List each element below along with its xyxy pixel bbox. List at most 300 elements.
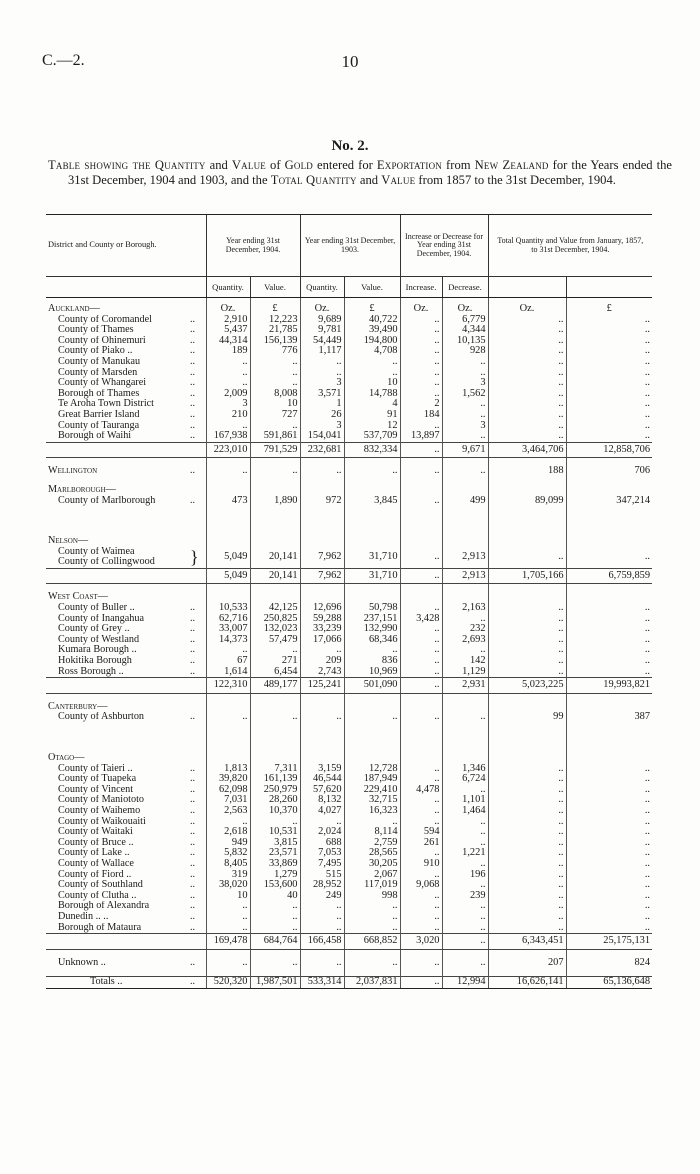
cell-tv: 19,993,821 (566, 678, 652, 694)
cell-tq: .. (488, 410, 566, 421)
cell-tv: .. (566, 357, 652, 368)
cell-v03: 8,114 (344, 827, 400, 838)
cell-v04: 776 (250, 346, 300, 357)
row-label: County of Ohinemuri (58, 335, 146, 346)
leader-dots: .. (190, 624, 195, 635)
cell-inc (400, 968, 442, 977)
cell-v04: 20,141 (250, 568, 300, 584)
table-row (46, 431, 652, 442)
row-label: Hokitika Borough (58, 656, 132, 667)
unit-oz: Oz. (400, 298, 442, 315)
row-label: County of Westland (58, 634, 140, 645)
cell-v03: 12,728 (344, 764, 400, 775)
cell-v04: .. (250, 712, 300, 723)
cell-v03: 40,722 (344, 315, 400, 326)
cell-v04: 3,815 (250, 838, 300, 849)
row-label: Borough of Alexandra (58, 901, 150, 912)
cell-v03: 998 (344, 891, 400, 902)
cell-tv: .. (566, 838, 652, 849)
cell-q04: 39,820 (206, 774, 250, 785)
cell-q03: .. (300, 368, 344, 379)
cell-tq: 16,626,141 (488, 977, 566, 989)
cell-q03: 972 (300, 496, 344, 507)
leader-dots: .. (190, 784, 195, 795)
cell-inc (400, 723, 442, 753)
cell-tq: .. (488, 378, 566, 389)
cell-dec: 1,562 (442, 389, 488, 400)
cell-v03 (344, 506, 400, 536)
cell-q04: .. (206, 357, 250, 368)
cell-q03: 2,743 (300, 667, 344, 678)
leader-dots (188, 949, 206, 958)
cell-q03: 533,314 (300, 977, 344, 989)
cell-v03: 501,090 (344, 678, 400, 694)
cell-q04: 122,310 (206, 678, 250, 694)
cell-tq: .. (488, 399, 566, 410)
leader-dots: .. (190, 367, 195, 378)
cell-v04: 10 (250, 399, 300, 410)
cell-q04: 10 (206, 891, 250, 902)
cell-dec: 4,344 (442, 325, 488, 336)
cell-inc: .. (400, 421, 442, 432)
cell-tv (566, 477, 652, 485)
leader-dots: .. (190, 346, 195, 357)
cell-tq (488, 536, 566, 547)
cell-tq: .. (488, 336, 566, 347)
cell-q04: 3 (206, 399, 250, 410)
cell-tq (488, 753, 566, 764)
cell-q04 (206, 949, 250, 958)
cell-tv: 25,175,131 (566, 934, 652, 950)
table-row (46, 378, 652, 389)
cell-tv: 706 (566, 466, 652, 477)
cell-dec (442, 477, 488, 485)
subtotal-row (46, 568, 652, 584)
cell-v04 (250, 753, 300, 764)
table-row (46, 635, 652, 646)
cell-v03 (344, 702, 400, 713)
leader-dots (188, 584, 206, 593)
cell-q03: 688 (300, 838, 344, 849)
cell-dec: 2,693 (442, 635, 488, 646)
row-label: Dunedin .. .. (58, 911, 109, 922)
cell-inc: .. (400, 315, 442, 326)
row-label: County of Grey .. (58, 624, 130, 635)
cell-inc: 3,428 (400, 614, 442, 625)
cell-q04: 62,716 (206, 614, 250, 625)
cell-tv: .. (566, 891, 652, 902)
table-row (46, 536, 652, 547)
col-value-1903: Value. (344, 277, 400, 298)
cell-v04: 153,600 (250, 880, 300, 891)
cell-inc: .. (400, 496, 442, 507)
table-row (46, 827, 652, 838)
table-number: No. 2. (331, 138, 369, 154)
cell-tq (488, 693, 566, 702)
cell-tv: 824 (566, 958, 652, 969)
row-label: County of Inangahua (58, 613, 145, 624)
cell-tv: .. (566, 368, 652, 379)
cell-dec (442, 693, 488, 702)
table-row (46, 421, 652, 432)
cell-v03: .. (344, 357, 400, 368)
table-row (46, 466, 652, 477)
cell-inc (400, 584, 442, 593)
cell-tq (488, 506, 566, 536)
table-row (46, 764, 652, 775)
cell-inc: .. (400, 442, 442, 458)
leader-dots: .. (190, 378, 195, 389)
cell-inc: .. (400, 977, 442, 989)
cell-dec (442, 949, 488, 958)
cell-v04 (250, 458, 300, 467)
table-row (46, 346, 652, 357)
cell-tv: .. (566, 795, 652, 806)
cell-dec: 10,135 (442, 336, 488, 347)
row-label: Kumara Borough .. (58, 645, 137, 656)
cell-dec: .. (442, 368, 488, 379)
cell-q03: 9,689 (300, 315, 344, 326)
table-row (46, 667, 652, 678)
table-row (46, 325, 652, 336)
cell-q04: 44,314 (206, 336, 250, 347)
cell-q04: 210 (206, 410, 250, 421)
leader-dots: .. (190, 922, 195, 933)
cell-q04 (206, 584, 250, 593)
cell-v04: 42,125 (250, 603, 300, 614)
cell-q04: 949 (206, 838, 250, 849)
cell-dec: 499 (442, 496, 488, 507)
cell-tq: .. (488, 785, 566, 796)
leader-dots (188, 477, 206, 485)
cell-v03 (344, 753, 400, 764)
cell-q03: 54,449 (300, 336, 344, 347)
cell-inc: .. (400, 774, 442, 785)
cell-q04 (206, 458, 250, 467)
cell-tq (488, 458, 566, 467)
cell-q04: 5,049 (206, 568, 250, 584)
cell-v04: .. (250, 645, 300, 656)
cell-q03: 166,458 (300, 934, 344, 950)
cell-v03: .. (344, 923, 400, 934)
cell-q04: 223,010 (206, 442, 250, 458)
leader-dots: .. (190, 603, 195, 614)
cell-v03: 237,151 (344, 614, 400, 625)
row-label: County of Piako .. (58, 346, 133, 357)
cell-tq: .. (488, 635, 566, 646)
cell-tv (566, 753, 652, 764)
row-label (46, 949, 188, 958)
table-row (46, 712, 652, 723)
cell-v04: 250,979 (250, 785, 300, 796)
cell-q04: .. (206, 923, 250, 934)
cell-v04: 33,869 (250, 859, 300, 870)
cell-v04: .. (250, 901, 300, 912)
unit-pound: £ (344, 298, 400, 315)
cell-v04: .. (250, 817, 300, 828)
leader-dots: .. (190, 466, 195, 477)
leader-dots: .. (190, 314, 195, 325)
unit-oz: Oz. (206, 298, 250, 315)
cell-q04: 33,007 (206, 624, 250, 635)
cell-q03: 125,241 (300, 678, 344, 694)
leader-dots (188, 678, 206, 694)
cell-tq (488, 949, 566, 958)
cell-tv: .. (566, 764, 652, 775)
cell-tv (566, 506, 652, 536)
cell-inc: .. (400, 336, 442, 347)
spacer-row (46, 968, 652, 977)
cell-inc: .. (400, 912, 442, 923)
cell-inc: .. (400, 346, 442, 357)
leader-dots: .. (190, 890, 195, 901)
cell-tq (488, 702, 566, 713)
cell-v03: 4,708 (344, 346, 400, 357)
leader-dots (188, 693, 206, 702)
cell-tq: 3,464,706 (488, 442, 566, 458)
cell-v04: .. (250, 958, 300, 969)
cell-v03: 16,323 (344, 806, 400, 817)
table-row (46, 795, 652, 806)
row-label: County of Tuapeka (58, 774, 137, 785)
cell-dec (442, 458, 488, 467)
cell-dec: 6,779 (442, 315, 488, 326)
cell-dec: 1,464 (442, 806, 488, 817)
cell-q04: 8,405 (206, 859, 250, 870)
table-row (46, 624, 652, 635)
cell-inc: .. (400, 656, 442, 667)
cell-q04: 520,320 (206, 977, 250, 989)
leader-dots (188, 485, 206, 496)
cell-dec (442, 753, 488, 764)
table-row (46, 912, 652, 923)
row-label (46, 477, 188, 485)
cell-inc (400, 477, 442, 485)
cell-q04: 2,618 (206, 827, 250, 838)
leader-dots: .. (190, 634, 195, 645)
row-label: Great Barrier Island (58, 409, 140, 420)
row-label: County of Vincent (58, 784, 134, 795)
leader-dots: .. (190, 712, 195, 723)
cell-tq: .. (488, 667, 566, 678)
cell-tv (566, 968, 652, 977)
cell-v04 (250, 723, 300, 753)
cell-dec (442, 485, 488, 496)
row-label: County of Fiord .. (58, 869, 132, 880)
cell-v04 (250, 949, 300, 958)
row-label (46, 458, 188, 467)
cell-tq: 188 (488, 466, 566, 477)
cell-tv: .. (566, 378, 652, 389)
cell-v03: 68,346 (344, 635, 400, 646)
table-row (46, 603, 652, 614)
cell-v04: 23,571 (250, 848, 300, 859)
spacer-row (46, 506, 652, 536)
cell-v03: 10,969 (344, 667, 400, 678)
cell-q04: 67 (206, 656, 250, 667)
cell-dec: 2,931 (442, 678, 488, 694)
cell-q03: 7,962 (300, 568, 344, 584)
cell-dec: .. (442, 645, 488, 656)
cell-dec (442, 584, 488, 593)
cell-v04: .. (250, 368, 300, 379)
cell-tq: .. (488, 368, 566, 379)
col-district: District and County or Borough. (46, 215, 206, 277)
cell-dec: 12,994 (442, 977, 488, 989)
cell-q03 (300, 458, 344, 467)
col-quantity-1903: Quantity. (300, 277, 344, 298)
cell-v04: 489,177 (250, 678, 300, 694)
cell-inc: .. (400, 389, 442, 400)
cell-dec: 2,913 (442, 568, 488, 584)
cell-q04: .. (206, 712, 250, 723)
table-row (46, 859, 652, 870)
cell-v04 (250, 968, 300, 977)
cell-inc (400, 536, 442, 547)
cell-inc: 261 (400, 838, 442, 849)
cell-tv (566, 592, 652, 603)
cell-dec: .. (442, 923, 488, 934)
row-label: Totals .. (46, 977, 188, 989)
leader-dots: .. (190, 420, 195, 431)
row-label (46, 968, 188, 977)
cell-dec: .. (442, 934, 488, 950)
row-label: County of Southland (58, 880, 143, 891)
cell-q03: 3,159 (300, 764, 344, 775)
table-row (46, 702, 652, 713)
cell-v04 (250, 584, 300, 593)
cell-dec: 142 (442, 656, 488, 667)
cell-dec: .. (442, 827, 488, 838)
cell-v03: 10 (344, 378, 400, 389)
table-row (46, 315, 652, 326)
col-total: Total Quantity and Value from January, 1857, to 31st December, 1904. (488, 215, 652, 277)
cell-tq: .. (488, 806, 566, 817)
section-heading-auckland: Auckland— (48, 303, 100, 314)
cell-v04: 40 (250, 891, 300, 902)
cell-v04: 7,311 (250, 764, 300, 775)
cell-v04: 791,529 (250, 442, 300, 458)
row-label: West Coast— (48, 592, 108, 603)
cell-q04: 10,533 (206, 603, 250, 614)
leader-dots: .. (190, 901, 195, 912)
table-row (46, 357, 652, 368)
cell-dec: .. (442, 466, 488, 477)
cell-tv (566, 949, 652, 958)
cell-dec: 3 (442, 378, 488, 389)
table-row (46, 656, 652, 667)
table-row (46, 336, 652, 347)
unit-oz: Oz. (300, 298, 344, 315)
cell-v03: 4 (344, 399, 400, 410)
row-label: County of Clutha .. (58, 890, 137, 901)
cell-tq: .. (488, 614, 566, 625)
cell-dec: .. (442, 399, 488, 410)
cell-q03 (300, 477, 344, 485)
cell-q03: 3 (300, 421, 344, 432)
leader-dots: .. (190, 335, 195, 346)
row-label: Borough of Mataura (58, 922, 142, 933)
cell-q03 (300, 584, 344, 593)
cell-tq (488, 723, 566, 753)
cell-inc: .. (400, 891, 442, 902)
cell-tq: .. (488, 795, 566, 806)
leader-dots: } (190, 546, 199, 567)
row-label: County of Marsden (58, 367, 138, 378)
cell-v04 (250, 536, 300, 547)
cell-q03: 2,024 (300, 827, 344, 838)
cell-tv: .. (566, 880, 652, 891)
cell-inc: .. (400, 678, 442, 694)
cell-inc: 13,897 (400, 431, 442, 442)
cell-v04 (250, 506, 300, 536)
cell-tq: 89,099 (488, 496, 566, 507)
cell-dec (442, 702, 488, 713)
cell-v03: 32,715 (344, 795, 400, 806)
cell-tv: .. (566, 389, 652, 400)
cell-dec: 928 (442, 346, 488, 357)
cell-q04: 169,478 (206, 934, 250, 950)
cell-dec: .. (442, 958, 488, 969)
table-row (46, 923, 652, 934)
cell-v03 (344, 693, 400, 702)
leader-dots (188, 968, 206, 977)
cell-v03: 14,788 (344, 389, 400, 400)
cell-dec (442, 536, 488, 547)
cell-tv: .. (566, 325, 652, 336)
cell-v03: 31,710 (344, 568, 400, 584)
cell-tv: .. (566, 806, 652, 817)
col-decrease: Decrease. (442, 277, 488, 298)
cell-q04: .. (206, 645, 250, 656)
cell-tv: .. (566, 774, 652, 785)
cell-q03: 3,571 (300, 389, 344, 400)
cell-dec: .. (442, 838, 488, 849)
cell-tq: .. (488, 880, 566, 891)
table-row (46, 547, 652, 558)
cell-tq: 1,705,166 (488, 568, 566, 584)
cell-dec: 9,671 (442, 442, 488, 458)
cell-q03: .. (300, 901, 344, 912)
cell-v03: 832,334 (344, 442, 400, 458)
row-label: County of Tauranga (58, 420, 140, 431)
cell-q03 (300, 723, 344, 753)
cell-tq: .. (488, 624, 566, 635)
cell-tv: .. (566, 336, 652, 347)
cell-inc (400, 949, 442, 958)
cell-q03: 1 (300, 399, 344, 410)
cell-q04: 38,020 (206, 880, 250, 891)
col-increase-decrease: Increase or Decrease for Year ending 31st December, 1904. (400, 215, 488, 277)
cell-tq: .. (488, 315, 566, 326)
subtotal-row (46, 934, 652, 950)
cell-v03: .. (344, 901, 400, 912)
cell-tv: .. (566, 603, 652, 614)
cell-tq: 6,343,451 (488, 934, 566, 950)
cell-inc: .. (400, 958, 442, 969)
cell-q04 (206, 536, 250, 547)
cell-dec: 239 (442, 891, 488, 902)
cell-q03: 8,132 (300, 795, 344, 806)
row-label (46, 678, 188, 694)
cell-dec (442, 506, 488, 536)
cell-v03: 2,067 (344, 870, 400, 881)
cell-dec: 2,163 (442, 603, 488, 614)
row-label: County of Coromandel (58, 314, 152, 325)
cell-inc: .. (400, 870, 442, 881)
cell-tv: .. (566, 667, 652, 678)
row-label: County of Waitaki (58, 827, 133, 838)
